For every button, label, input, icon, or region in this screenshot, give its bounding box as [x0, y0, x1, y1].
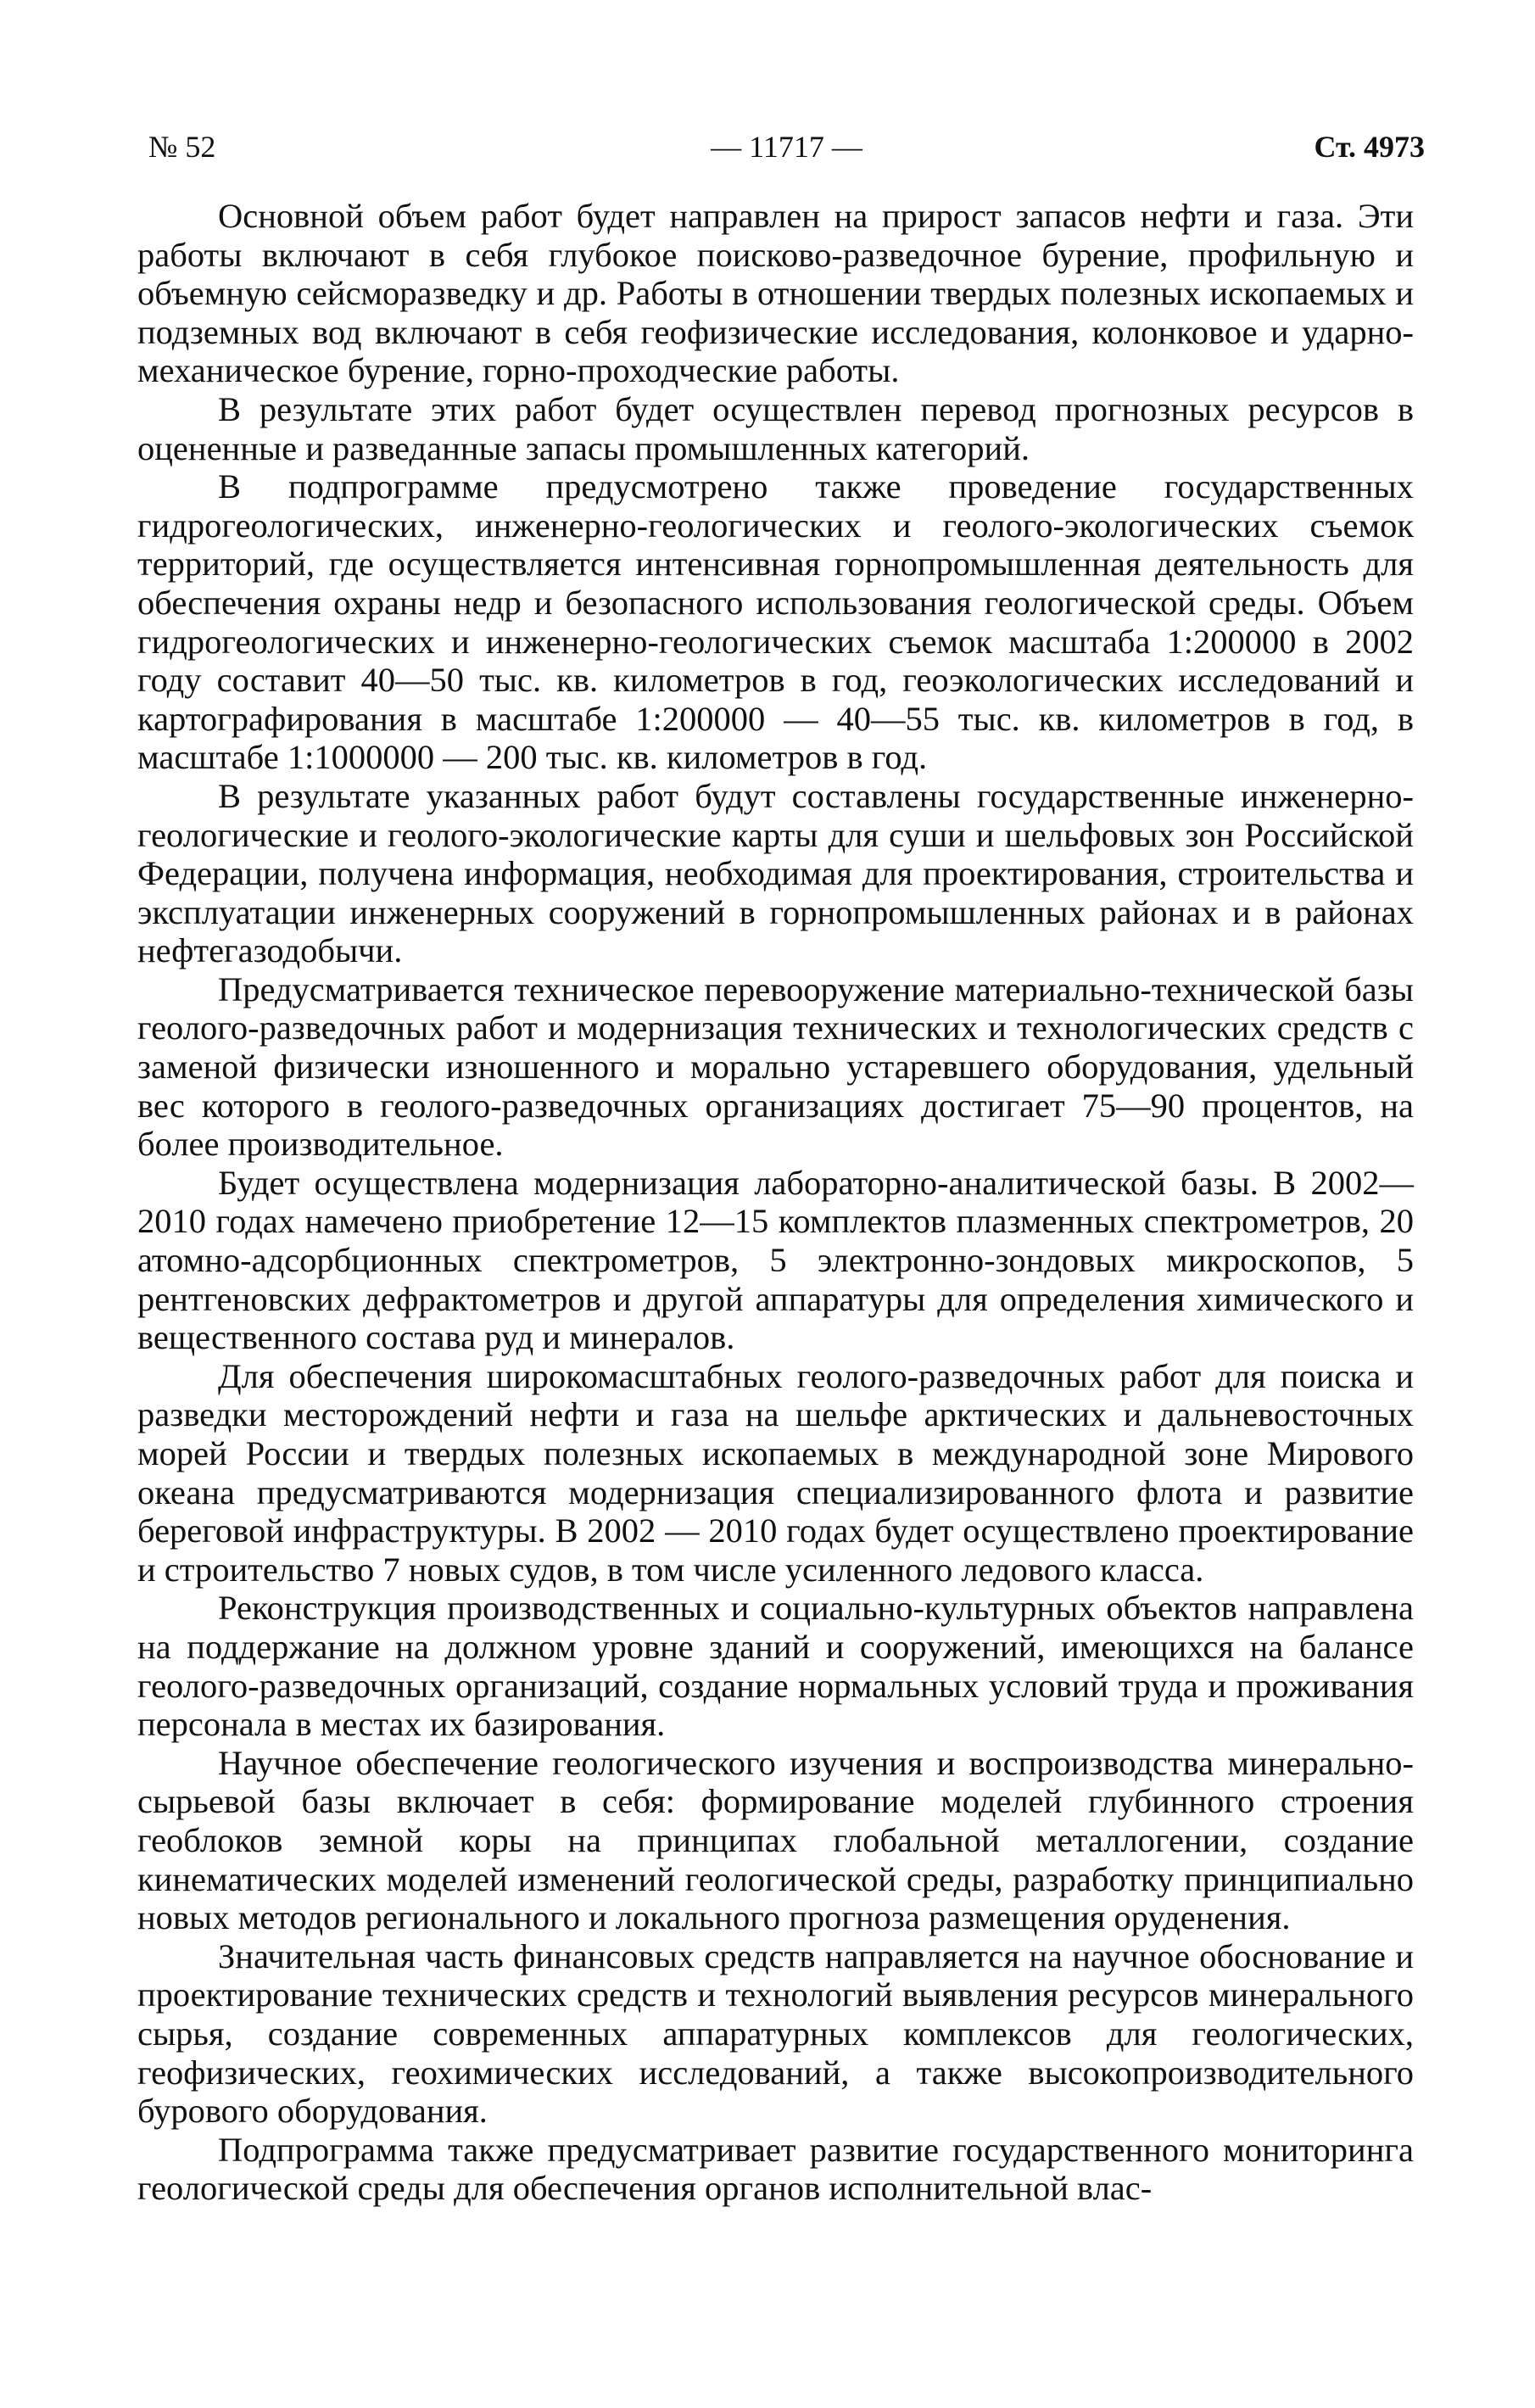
paragraph: Будет осуществлена модернизация лабораторно-аналитической базы. В 2002—2010 годах намечено приобретение 12—15 комплектов плазменных спектрометров, 20 атомно-адсорбционных спектрометров, 5 электронно-зондовых микроскопов, 5 рентгеновских дефрактометров и другой аппаратуры для определения химического и вещественного состава руд и минералов.: [137, 1163, 1414, 1357]
paragraph: Для обеспечения широкомасштабных геолого-разведочных работ для поиска и разведки месторождений нефти и газа на шельфе арктических и дальневосточных морей России и твердых полезных ископаемых в международной зоне Мирового океана предусматриваются модернизация специализированного флота и развитие береговой инфраструктуры. В 2002 — 2010 годах будет осуществлено проектирование и строительство 7 новых судов, в том числе усиленного ледового класса.: [137, 1356, 1414, 1589]
paragraph: Подпрограмма также предусматривает развитие государственного мониторинга геологической среды для обеспечения органов исполнительной влас-: [137, 2130, 1414, 2208]
page-number: — 11717 —: [711, 130, 862, 164]
paragraph: В результате указанных работ будут составлены государственные инженерно-геологические и геолого-экологические карты для суши и шельфовых зон Российской Федерации, получена информация, необходимая для проектирования, строительства и эксплуатации инженерных сооружений в горнопромышленных районах и в районах нефтегазодобычи.: [137, 776, 1414, 970]
paragraph: В результате этих работ будет осуществлен перевод прогнозных ресурсов в оцененные и разведанные запасы промышленных категорий.: [137, 389, 1414, 467]
paragraph: Основной объем работ будет направлен на прирост запасов нефти и газа. Эти работы включают в себя глубокое поисково-разведочное бурение, профильную и объемную сейсморазведку и др. Работы в отношении твердых полезных ископаемых и подземных вод включают в себя геофизические исследования, колонковое и ударно-механическое бурение, горно-проходческие работы.: [137, 197, 1414, 390]
document-body: [137, 197, 1414, 2208]
paragraph: Реконструкция производственных и социально-культурных объектов направлена на поддержание на должном уровне зданий и сооружений, имеющихся на балансе геолого-разведочных организаций, создание нормальных условий труда и проживания персонала в местах их базирования.: [137, 1589, 1414, 1744]
paragraph: Значительная часть финансовых средств направляется на научное обоснование и проектирование технических средств и технологий выявления ресурсов минерального сырья, создание современных аппаратурных комплексов для геологических, геофизических, геохимических исследований, а также высокопроизводительного бурового оборудования.: [137, 1936, 1414, 2131]
paragraph: Научное обеспечение геологического изучения и воспроизводства минерально-сырьевой базы включает в себя: формирование моделей глубинного строения геоблоков земной коры на принципах глобальной металлогении, создание кинематических моделей изменений геологической среды, разработку принципиально новых методов регионального и локального прогноза размещения оруденения.: [137, 1743, 1414, 1937]
page-header: [148, 129, 1425, 180]
paragraph: Предусматривается техническое перевооружение материально-технической базы геолого-разведочных работ и модернизация технических и технологических средств с заменой физически изношенного и морально устаревшего оборудования, удельный вес которого в геолого-разведочных организациях достигает 75—90 процентов, на более производительное.: [137, 969, 1414, 1164]
article-number: Ст. 4973: [1314, 130, 1425, 164]
paragraph: В подпрограмме предусмотрено также проведение государственных гидрогеологических, инженерно-геологических и геолого-экологических съемок территорий, где осуществляется интенсивная горнопромышленная деятельность для обеспечения охраны недр и безопасного использования геологической среды. Объем гидрогеологических и инженерно-геологических съемок масштаба 1:200000 в 2002 году составит 40—50 тыс. кв. километров в год, геоэкологических исследований и картографирования в масштабе 1:200000 — 40—55 тыс. кв. километров в год, в масштабе 1:1000000 — 200 тыс. кв. километров в год.: [137, 467, 1414, 777]
issue-number: № 52: [148, 130, 216, 164]
